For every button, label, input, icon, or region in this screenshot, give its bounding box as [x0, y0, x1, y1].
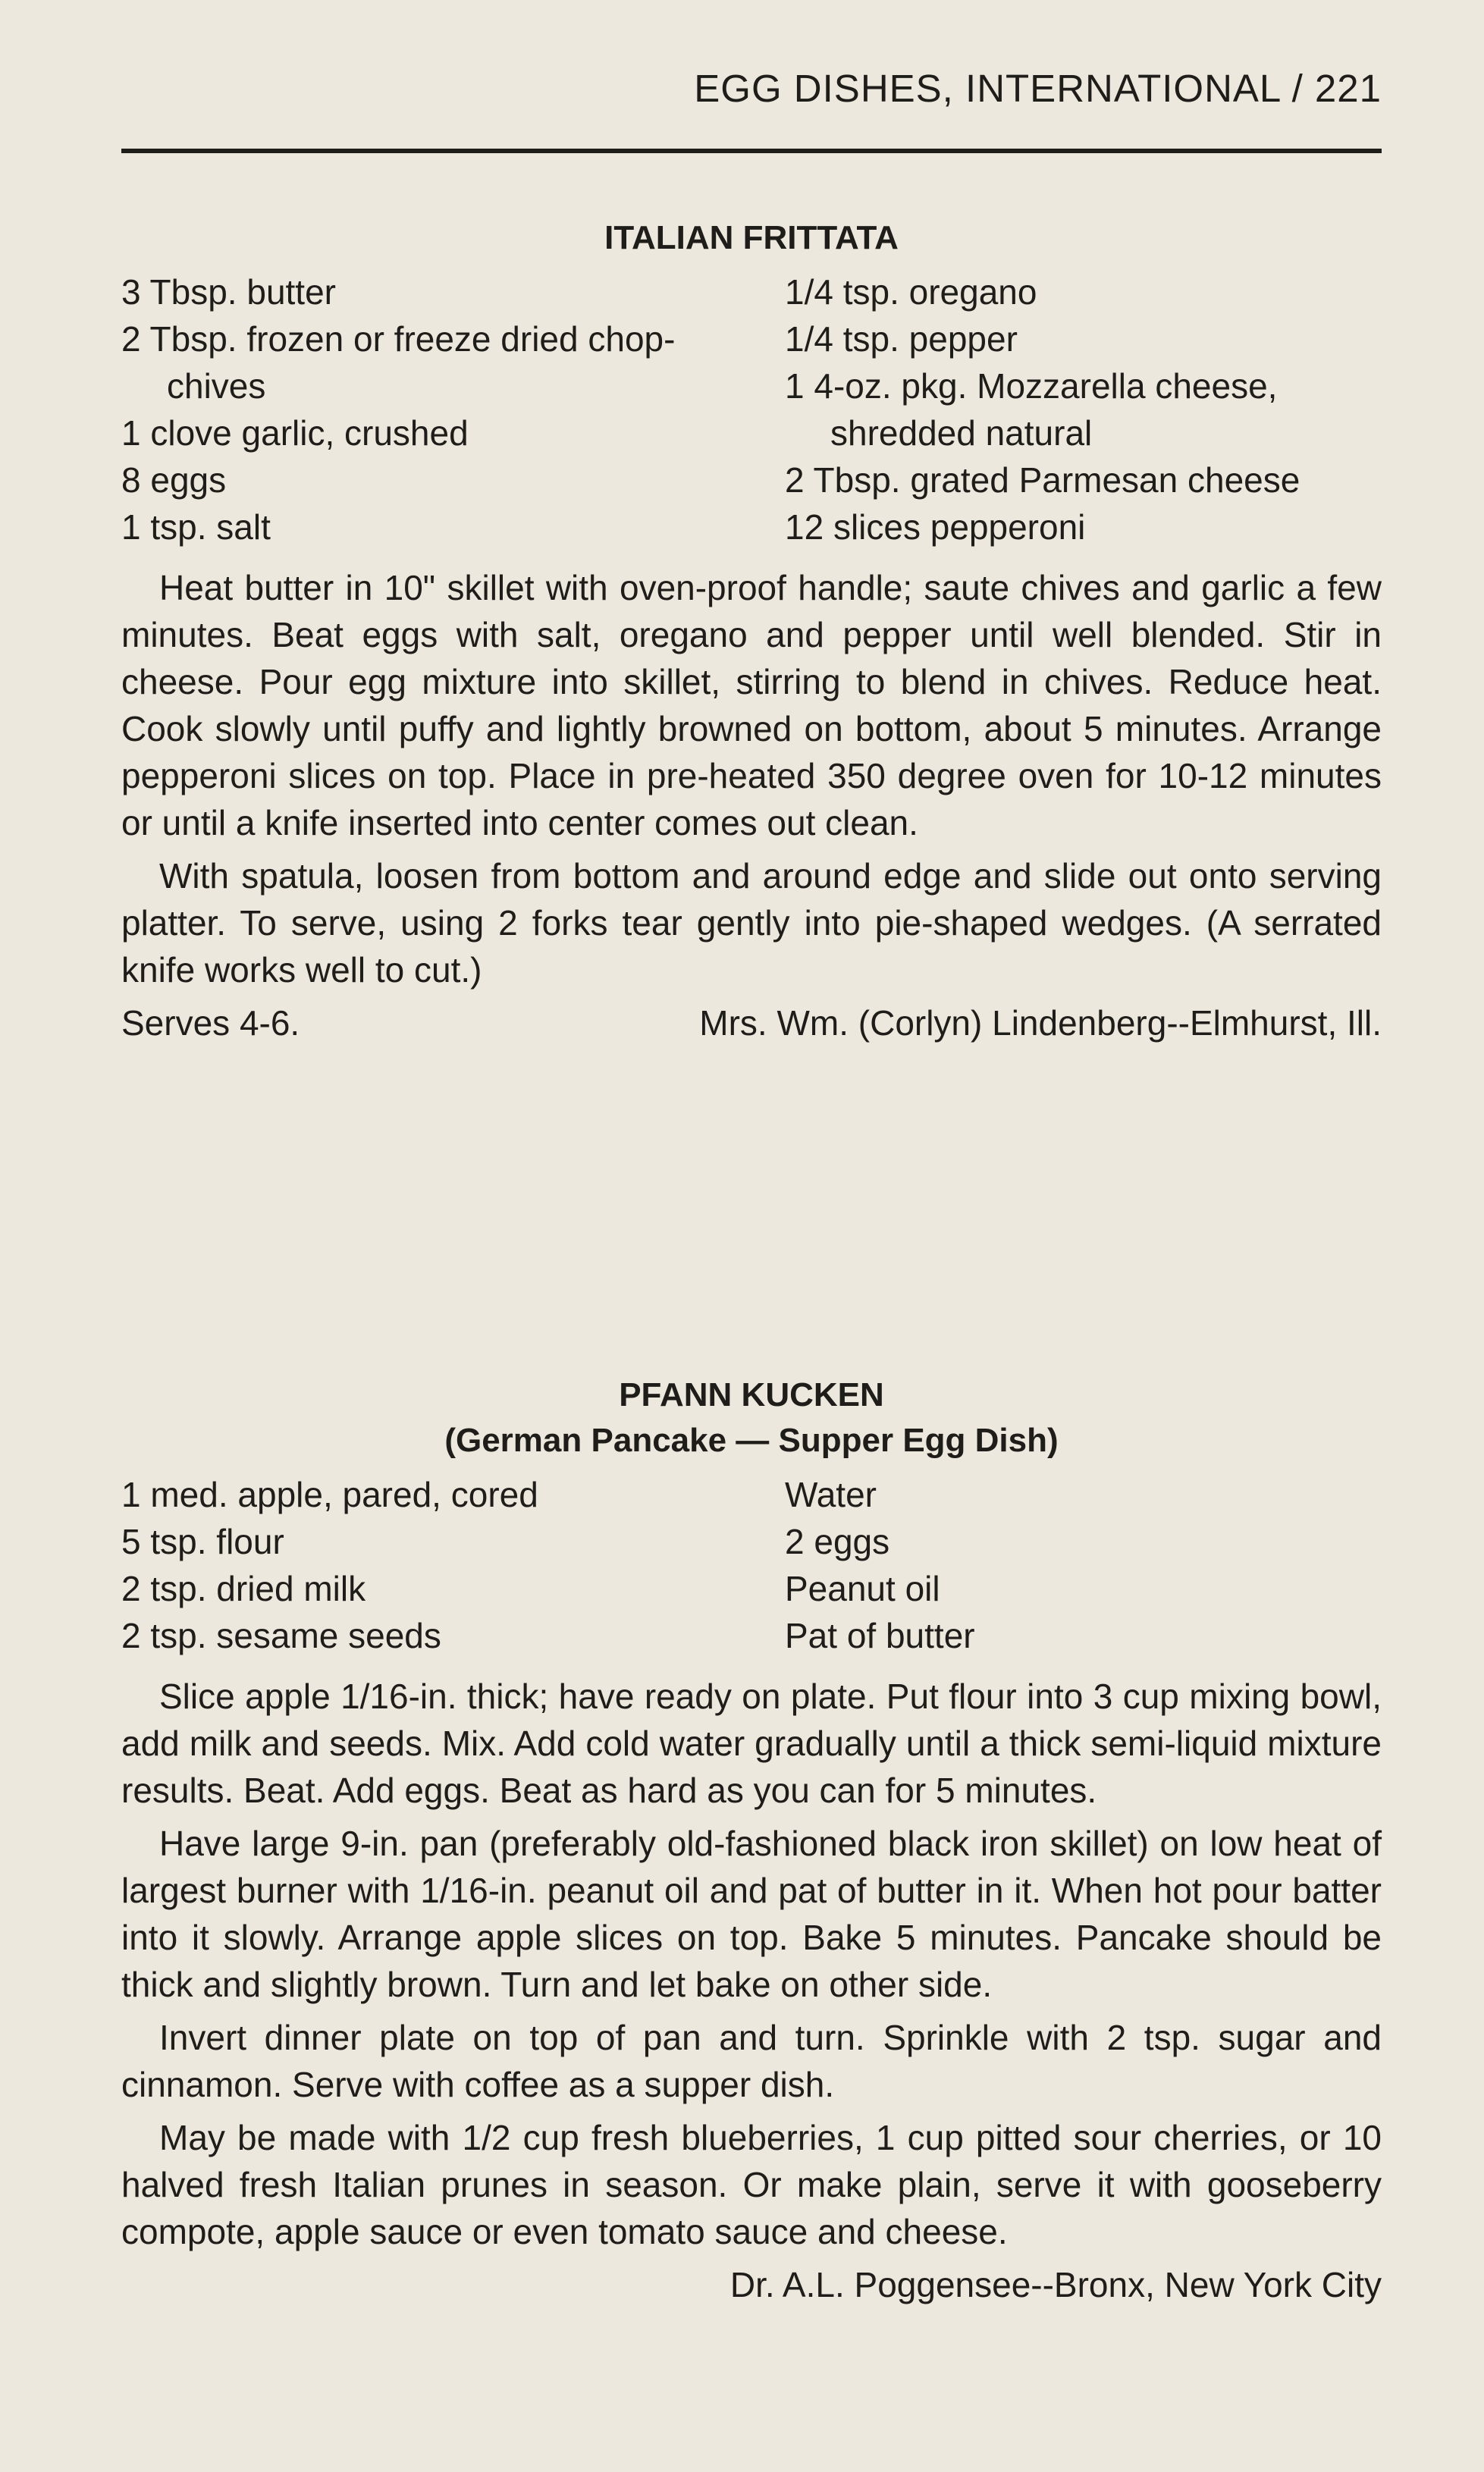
direction-paragraph: Slice apple 1/16-in. thick; have ready on plate. Put flour into 3 cup mixing bowl, add milk and seeds. Mix. Add cold water gradually until a thick semi-liquid mixture results. Beat. Add eggs. Beat as hard as you can for 5 minutes. — [121, 1677, 1382, 1810]
ingredient: 1 4-oz. pkg. Mozzarella cheese, — [785, 366, 1278, 406]
ingredient: Water — [785, 1475, 877, 1514]
ingredients-left-column — [121, 268, 785, 551]
contributor-signature: Dr. A.L. Poggensee--Bronx, New York City — [729, 2265, 1382, 2304]
contributor-signature: Mrs. Wm. (Corlyn) Lindenberg--Elmhurst, Ill. — [699, 1003, 1382, 1043]
ingredient: 2 Tbsp. frozen or freeze dried chop- — [121, 319, 676, 359]
ingredient: 2 tsp. dried milk — [121, 1569, 366, 1608]
ingredients-left-column — [121, 1471, 785, 1659]
header-rule — [121, 149, 1382, 153]
ingredient: Peanut oil — [785, 1569, 940, 1608]
ingredient: 3 Tbsp. butter — [121, 272, 336, 312]
recipe-directions — [121, 564, 1382, 993]
direction-paragraph: Have large 9-in. pan (preferably old-fashioned black iron skillet) on low heat of largest burner with 1/16-in. peanut oil and pat of butter in it. When hot pour batter into it slowly. Arrange apple slices on top. Bake 5 minutes. Pancake should be thick and slightly brown. Turn and let bake on other side. — [121, 1824, 1382, 2004]
ingredient: 2 eggs — [785, 1522, 890, 1561]
ingredient: 1/4 tsp. pepper — [785, 319, 1018, 359]
ingredient: 5 tsp. flour — [121, 1522, 284, 1561]
direction-paragraph: May be made with 1/2 cup fresh blueberries, 1 cup pitted sour cherries, or 10 halved fresh Italian prunes in season. Or make plain, serve it with gooseberry compote, apple sauce or even tomato sauce and cheese. — [121, 2118, 1382, 2251]
ingredients-list — [121, 1471, 1382, 1659]
ingredient: 12 slices pepperoni — [785, 507, 1086, 547]
ingredient: chives — [167, 366, 266, 406]
ingredient: 8 eggs — [121, 460, 227, 500]
ingredient: 2 tsp. sesame seeds — [121, 1616, 441, 1655]
direction-paragraph: With spatula, loosen from bottom and around edge and slide out onto serving platter. To serve, using 2 forks tear gently into pie-shaped wedges. (A serrated knife works well to cut.) — [121, 856, 1382, 990]
recipe-subtitle: (German Pancake — Supper Egg Dish) — [444, 1422, 1059, 1459]
serves-note: Serves 4-6. — [121, 1003, 300, 1043]
recipe-title-italian-frittata: ITALIAN FRITTATA — [604, 219, 899, 256]
ingredient: 1 tsp. salt — [121, 507, 271, 547]
ingredients-right-column — [785, 268, 1382, 551]
ingredient: 1 clove garlic, crushed — [121, 413, 469, 453]
ingredient: 1 med. apple, pared, cored — [121, 1475, 538, 1514]
recipe-directions — [121, 1673, 1382, 2255]
ingredient: shredded natural — [830, 413, 1093, 453]
ingredients-right-column — [785, 1471, 1382, 1659]
recipe-title-pfann-kucken: PFANN KUCKEN — [619, 1376, 884, 1413]
ingredient: Pat of butter — [785, 1616, 975, 1655]
direction-paragraph: Invert dinner plate on top of pan and turn. Sprinkle with 2 tsp. sugar and cinnamon. Serve with coffee as a supper dish. — [121, 2018, 1382, 2104]
running-head: EGG DISHES, INTERNATIONAL / 221 — [694, 67, 1382, 110]
ingredients-list — [121, 268, 1382, 551]
ingredient: 2 Tbsp. grated Parmesan cheese — [785, 460, 1300, 500]
direction-paragraph: Heat butter in 10" skillet with oven-proof handle; saute chives and garlic a few minutes. Beat eggs with salt, oregano and pepper until well blended. Stir in cheese. Pour egg mixture into skillet, stirring to blend in chives. Reduce heat. Cook slowly until puffy and lightly browned on bottom, about 5 minutes. Arrange pepperoni slices on top. Place in pre-heated 350 degree oven for 10-12 minutes or until a knife inserted into center comes out clean. — [121, 568, 1382, 842]
ingredient: 1/4 tsp. oregano — [785, 272, 1037, 312]
recipe-footer — [121, 999, 1382, 1046]
